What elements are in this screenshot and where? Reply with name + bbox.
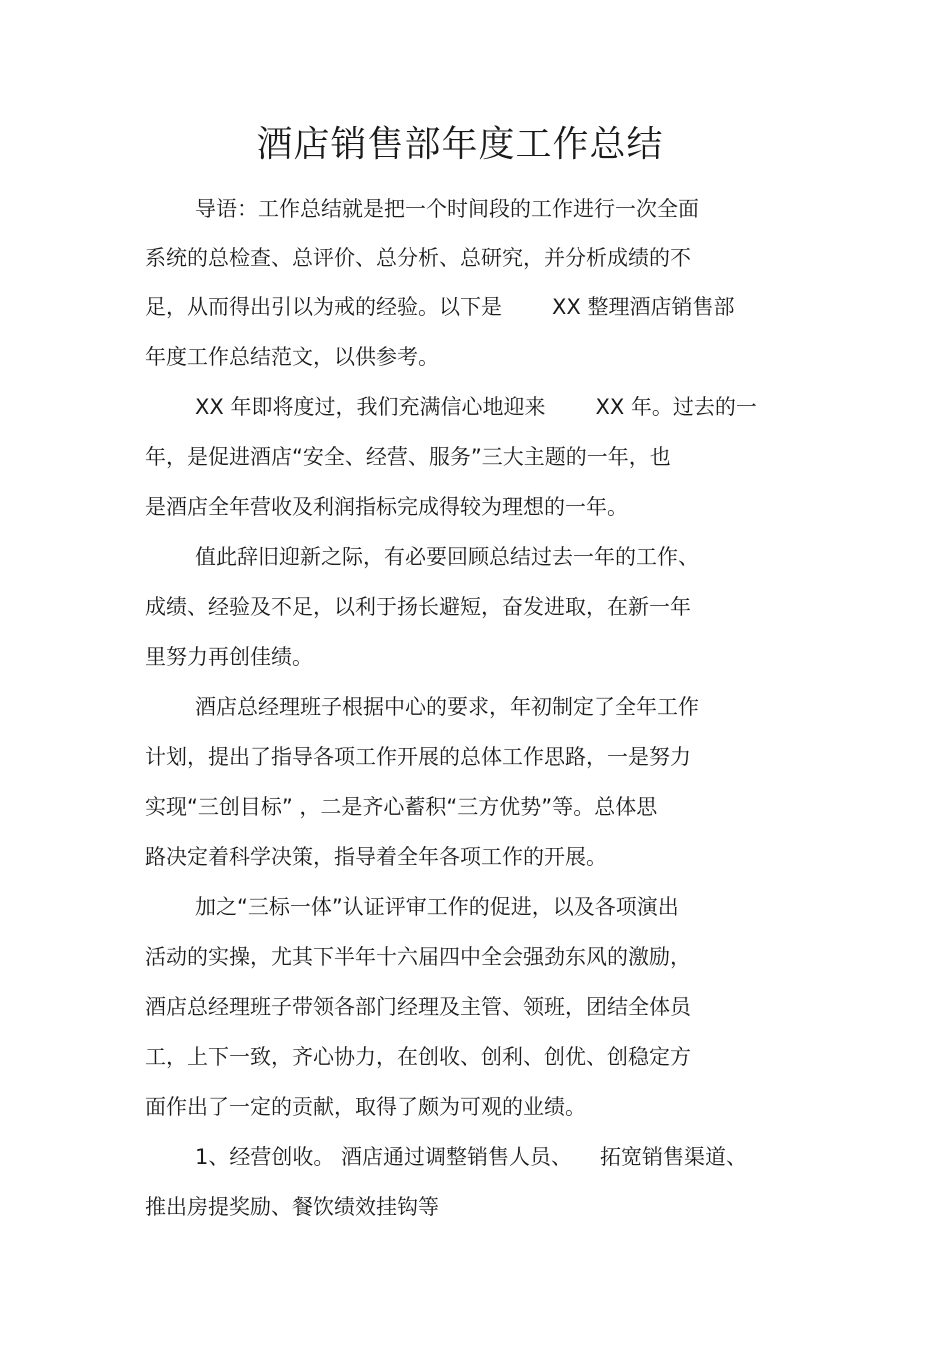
paragraph-3-line-1: 值此辞旧迎新之际，有必要回顾总结过去一年的工作、 bbox=[195, 545, 699, 569]
paragraph-5-line-4: 工，上下一致，齐心协力，在创收、创利、创优、创稳定方 bbox=[145, 1045, 691, 1069]
paragraph-2-line-3: 是酒店全年营收及利润指标完成得较为理想的一年。 bbox=[145, 495, 628, 519]
paragraph-1-line-4: 年度工作总结范文，以供参考。 bbox=[145, 345, 439, 369]
paragraph-3-line-3: 里努力再创佳绩。 bbox=[145, 645, 313, 669]
paragraph-5-line-5: 面作出了一定的贡献，取得了颇为可观的业绩。 bbox=[145, 1095, 586, 1119]
paragraph-6-line-1 bbox=[195, 1140, 747, 1174]
paragraph-2-line-1 bbox=[195, 390, 757, 424]
paragraph-4-line-2: 计划，提出了指导各项工作开展的总体工作思路，一是努力 bbox=[145, 745, 691, 769]
paragraph-4-line-1: 酒店总经理班子根据中心的要求，年初制定了全年工作 bbox=[195, 695, 699, 719]
paragraph-3-line-2: 成绩、经验及不足，以利于扬长避短，奋发进取，在新一年 bbox=[145, 595, 691, 619]
paragraph-5-line-2: 活动的实操，尤其下半年十六届四中全会强劲东风的激励， bbox=[145, 945, 691, 969]
document-title: 酒店销售部年度工作总结 bbox=[256, 124, 664, 165]
paragraph-6-line-1-part-1: 1、经营创收。 酒店通过调整销售人员、 bbox=[195, 1145, 573, 1169]
paragraph-6-line-2: 推出房提奖励、餐饮绩效挂钩等 bbox=[145, 1195, 439, 1219]
paragraph-2-line-1-part-2: XX 年。过去的一 bbox=[595, 395, 757, 419]
paragraph-1-line-1: 导语：工作总结就是把一个时间段的工作进行一次全面 bbox=[195, 197, 699, 221]
paragraph-2-line-2: 年，是促进酒店“安全、经营、服务”三大主题的一年，也 bbox=[145, 445, 671, 469]
paragraph-5-line-3: 酒店总经理班子带领各部门经理及主管、领班，团结全体员 bbox=[145, 995, 691, 1019]
paragraph-4-line-4: 路决定着科学决策，指导着全年各项工作的开展。 bbox=[145, 845, 607, 869]
paragraph-6-line-1-part-2: 拓宽销售渠道、 bbox=[600, 1145, 748, 1169]
paragraph-1-line-2: 系统的总检查、总评价、总分析、总研究，并分析成绩的不 bbox=[145, 246, 691, 270]
paragraph-4-line-3: 实现“三创目标” ，二是齐心蓄积“三方优势”等。总体思 bbox=[145, 795, 658, 819]
paragraph-5-line-1: 加之“三标一体”认证评审工作的促进，以及各项演出 bbox=[195, 895, 679, 919]
paragraph-1-line-3-part-2: XX 整理酒店销售部 bbox=[552, 295, 735, 319]
paragraph-1-line-3 bbox=[145, 290, 734, 324]
paragraph-2-line-1-part-1: XX 年即将度过，我们充满信心地迎来 bbox=[195, 395, 546, 419]
paragraph-1-line-3-part-1: 足，从而得出引以为戒的经验。以下是 bbox=[145, 295, 502, 319]
